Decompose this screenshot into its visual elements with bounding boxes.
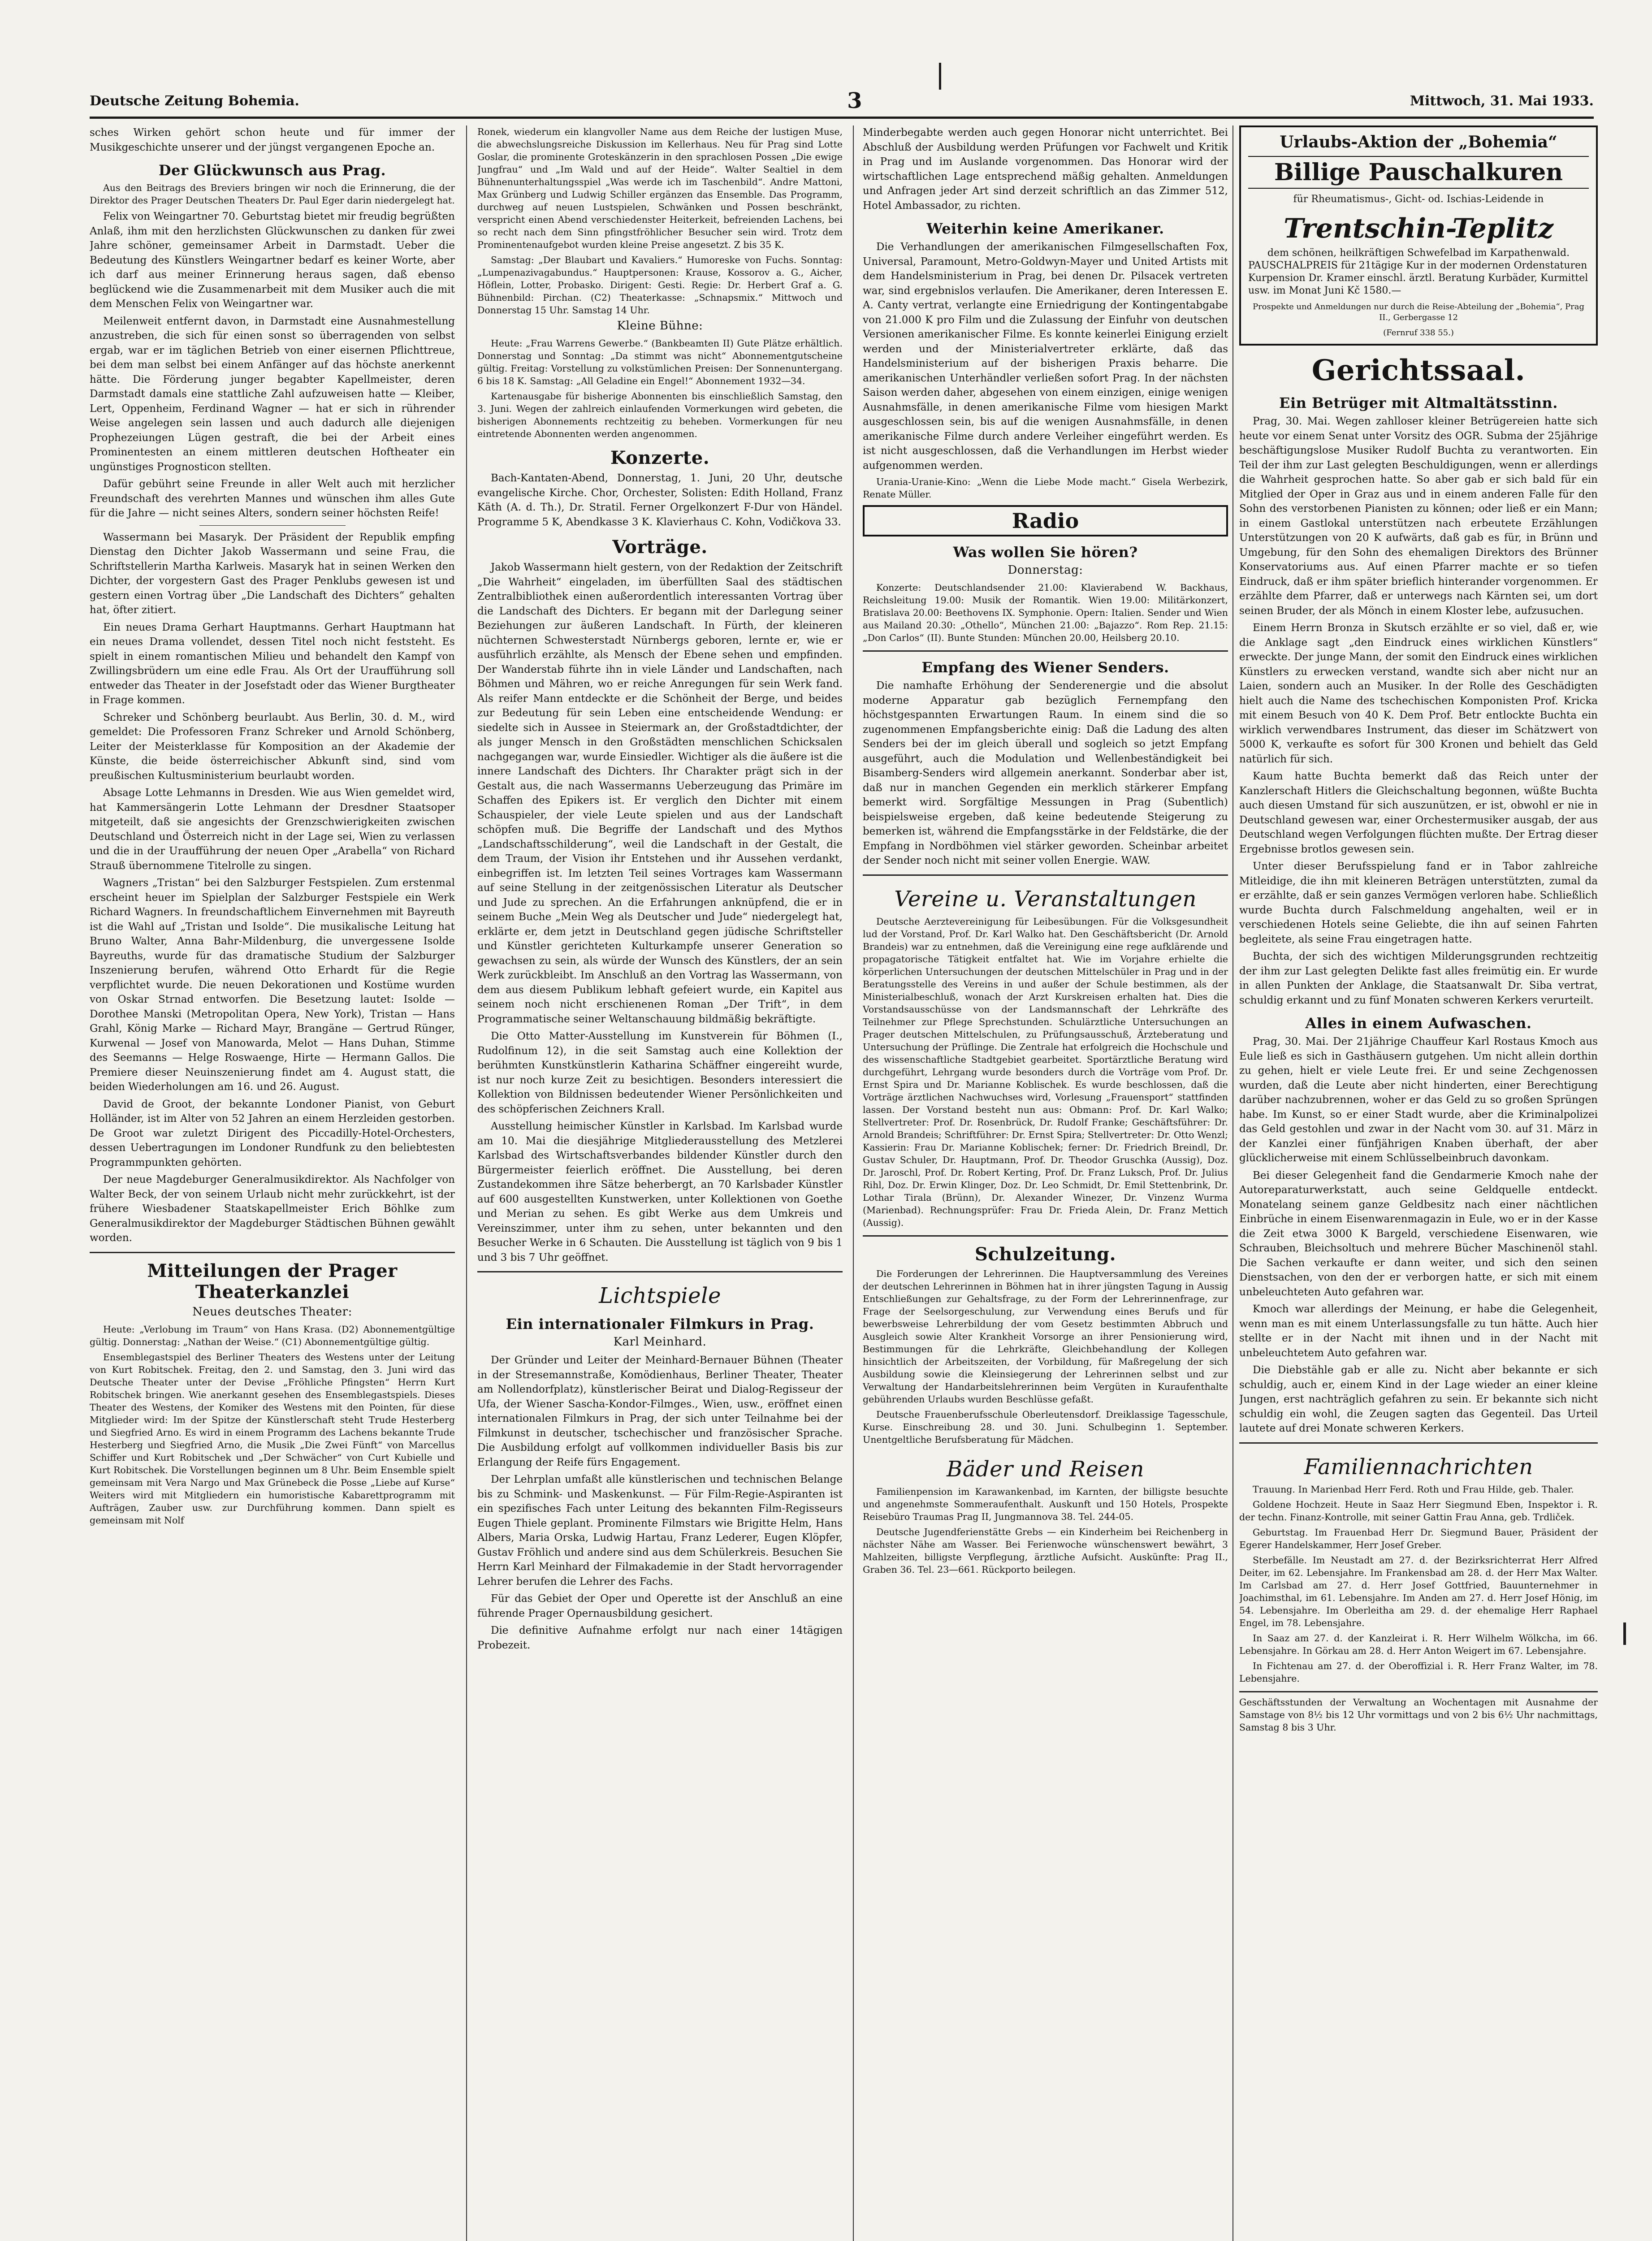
family-notice: Trauung. In Marienbad Herr Ferd. Roth und Frau Hilde, geb. Thaler. <box>1253 1484 1574 1495</box>
ad-resort-name: Trentschin-Teplitz <box>1284 213 1553 244</box>
section-headline: Mitteilungen der Prager Theaterkanzlei <box>147 1260 398 1302</box>
theater-notice: Samstag: „Der Blaubart und Kavaliers.“ Humoreske von Fuchs. Sonntag: „Lumpenazivagabundus.“ Hauptpersonen: Krause, Kossorov a. G., Aicher, Höflein, Lotter, Probasko. Dirigent: Gesti. Regie: Dr. Herbert Graf a. G. Bühnenbild: Pirchan. (C2) Theaterkasse: „Schnapsmix.“ Mittwoch und Donnerstag 15 Uhr. Samstag 14 Uhr. <box>477 255 843 316</box>
divider <box>199 525 346 526</box>
family-notice: In Fichtenau am 27. d. der Oberoffizial i. R. Herr Franz Walter, im 78. Lebensjahre. <box>1239 1660 1598 1684</box>
article-text: Kaum hatte Buchta bemerkt daß das Reich unter der Kanzlerschaft Hitlers die Gleichschaltung begonnen, wüßte Buchta auch diesen Umstand für sich auszunützen, er ist, obwohl er nie in Deutschland gewesen war, einer Orchestermusiker ausgab, der aus Deutschland wegen Verfolgungen flüchten mußte. Der Ertrag dieser Ergebnisse brotlos gewesen sein. <box>1239 770 1598 855</box>
section-headline: Lichtspiele <box>599 1283 721 1308</box>
article-text: Jakob Wassermann hielt gestern, von der Redaktion der Zeitschrift „Die Wahrheit“ eingeladen, im überfüllten Saal des städtischen Zentralbibliothek einen außerordentlich interessanten Vortrag über die Landschaft des Dichters. Er begann mit der Darlegung seiner Beziehungen zur äußeren Landschaft. In Fürth, der kleineren nüchternen Schwesterstadt Nürnbergs geboren, lernte er, wie er ausführlich erzählte, als Mensch der Ebene sehen und empfinden. Der Wanderstab führte ihn in viele Länder und Landschaften, nach Böhmen und Mähren, wo er reiche Anregungen für sein Werk fand. Als reifer Mann entdeckte er die Schönheit der Berge, und beides zur Bedeutung für sein Leben eine entscheidende Wendung: er siedelte sich in Aussee in Steiermark an, der Großstadtdichter, der als junger Mensch in den Großstädten menschlichen Schicksalen nachgegangen war, wurde Einsiedler. Wichtiger als die äußere ist die innere Landschaft des Dichters. Ihr Charakter prägt sich in der Gestalt aus, die nach Wassermanns Ueberzeugung das Primäre im Schaffen des Epikers ist. Er verglich den Dichter mit einem Schauspieler, der viele Leute spielen und aus der Landschaft schöpfen muß. Die Begriffe der Landschaft und des Mythos „Landschaftsschilderung“, weil die Landschaft in der Gestalt, die dem Traum, der Vision ihr Entstehen und ihr Aussehen verdankt, einbegriffen ist. Im letzten Teil seines Vortrages kam Wassermann auf seine Stellung in der zeitgenössischen Literatur als Deutscher und Jude zu sprechen. An die Erfahrungen anknüpfend, die er in seinem Buche „Mein Weg als Deutscher und Jude“ niedergelegt hat, erklärte er, dem jetzt in Deutschland gegen jüdische Schriftsteller und Künstler gerichteten Kulturkampfe unserer Generation so gewachsen zu sein, als würde der Wunsch des Künstlers, der an sein Werk zurückbleibt. Im Anschluß an den Vortrag las Wassermann, von dem aus diesem Publikum lebhaft gefeiert wurde, ein Kapitel aus seinem noch nicht erschienenen Roman „Der Trift“, in dem Programmatische seiner Weltanschauung bildmäßig bekräftigte. <box>477 562 843 1025</box>
article-text: Der Gründer und Leiter der Meinhard-Bernauer Bühnen (Theater in der Stresemannstraße, Komödienhaus, Berliner Theater, Theater am Nollendorfplatz), künstlerischer Beirat und Dialog-Regisseur der Ufa, der Wiener Sascha-Kondor-Filmges., Wien, usw., eröffnet einen internationalen Filmkurs in Prag, der sich unter Teilnahme bei der Filmkunst in deutscher, tschechischer und französischer Sprache. Die Ausbildung erfolgt auf vollkommen individueller Basis bis zur Erlangung der Reife fürs Engagement. <box>477 1354 843 1468</box>
family-notice: In Saaz am 27. d. der Kanzleirat i. R. Herr Wilhelm Wölkcha, im 66. Lebensjahre. In Görkau am 28. d. Herr Anton Weigert im 67. Lebensjahre. <box>1239 1632 1598 1656</box>
article-headline: Ein internationaler Filmkurs in Prag. <box>506 1315 814 1332</box>
family-notice: Goldene Hochzeit. Heute in Saaz Herr Siegmund Eben, Inspektor i. R. der techn. Finanz-Kontrolle, mit seiner Gattin Frau Anna, geb. Trdliček. <box>1239 1499 1598 1523</box>
article-text: Die Diebstähle gab er alle zu. Nicht aber bekannte er sich schuldig, auch er, einem Kind in der Lage wieder an einer kleine Jungen, erst nachträglich gefahren zu sein. Er bekannte sich nicht schuldig ein wohl, die Zeugen sagten das Gegenteil. Das Urteil lautete auf drei Monate schweren Kerkers. <box>1239 1364 1598 1434</box>
article-text: Meilenweit entfernt davon, in Darmstadt eine Ausnahmestellung anzustreben, die sich für einen sonst so überragenden von selbst ergab, war er im täglichen Betrieb von einer eisernen Pflichttreue, bei dem man selbst bei einem Anfänger auf das höchste anerkennt hätte. Die Förderung junger begabter Kapellmeister, deren Darmstadt damals eine stattliche Zahl aufzuweisen hatte — Kleiber, Lert, Oppenheim, Ferdinand Wagner — hat er sich in rührender Weise angelegen sein lassen und auch dadurch alle diejenigen Prophezeiungen Lügen gestraft, die bei der Arbeit eines Prominentesten an einem mittleren deutschen Hoftheater ein ungünstiges Prognosticon stellten. <box>90 315 455 473</box>
article-text: Dafür gebührt seine Freunde in aller Welt auch mit herzlicher Freundschaft des verehrten Mannes und wünschen ihm alles Gute für die Jahre — nicht seines Alters, sondern seiner höchsten Reife! <box>90 478 455 519</box>
article-text: Prag, 30. Mai. Wegen zahlloser kleiner Betrügereien hatte sich heute vor einem Senat unter Vorsitz des OGR. Subma der 25jährige beschäftigungslose Musiker Rudolf Buchta zu verantworten. Ein Teil der ihm zur Last gelegten Beschuldigungen, wenn er allerdings die Wahrheit gesprochen hatte. So aber gab er sich bald für ein Mitglied der Oper in Graz aus und in einem anderen Falle für den Sohn des verstorbenen Pianisten zu können; oder ließ er ein Mann; in einem Gastlokal unterstützen nach erbeutete Erzählungen Unterstützungen von 20 K aufwärts, daß gab es für, in Brünn und Umgebung, für den Sohn des ehemaligen Direktors des Brünner Konservatoriums aus. Auf einen Pfarrer machte er so tiefen Eindruck, daß er ihm später brieflich hinterander vorgenommen. Er erzählte dem Pfarrer, daß er unterwegs nach Kärnten sei, um dort seinen Bruder, der als Mönch in einem Kloster lebe, aufzusuchen. <box>1239 415 1598 617</box>
ad-title: Urlaubs-Aktion der „Bohemia“ <box>1280 133 1557 151</box>
article-text: Prag, 30. Mai. Der 21jährige Chauffeur Karl Rostaus Kmoch aus Eule ließ es sich in Gasthäusern gutgehen. Um nicht allein dorthin zu gehen, hielt er viele Leute frei. Er und seine Zechgenossen wurden, daß die Leute aber nicht hinderten, einer Berechtigung darüber nachzubrennen, woher er das Geld zu so großen Sprüngen habe. Im Kunst, so er einer Stadt wurde, aber die Kriminalpolizei das Geld gestohlen und zwar in der Nacht vom 30. auf 31. März in der Kanzlei einer fünfjährigen Knaben überhaft, der aber glücklicherweise mit einem Schlüsselbeinbruch davonkam. <box>1239 1036 1598 1164</box>
divider <box>1239 1442 1598 1444</box>
article-headline: Ein Betrüger mit Altmaltätsstinn. <box>1279 394 1558 411</box>
theater-notice: Ronek, wiederum ein klangvoller Name aus dem Reiche der lustigen Muse, die abwechslungsreiche Diskussion im Kellerhaus. Neu für Prag sind Lotte Goslar, die prominente Groteskänzerin in den sprachlosen Possen „Die ewige Jungfrau“ und „Im Wald und auf der Heide“. Walter Sealtiel in dem Bühnenunterhaltungsspiel „Was werde ich im Taschenbild“. Andre Mattoni, Max Grünberg und Ludwig Schiller ergänzen das Ensemble. Das Programm, durchweg auf neuen Lustspielen, Schwänken und Possen beschränkt, verspricht einen Abend verschiedenster Heiterkeit, befreienden Lachens, bei so recht nach dem Sinn pfingstfröhlicher Besucher sein wird. Trotz dem Prominentenaufgebot wurden kleine Preise angesetzt. Z bis 35 K. <box>477 126 843 250</box>
office-hours: Geschäftsstunden der Verwaltung an Wochentagen mit Ausnahme der Samstage von 8½ bis 12 Uhr vormittags und von 2 bis 6½ Uhr nachmittags, Samstag 8 bis 3 Uhr. <box>1239 1696 1598 1733</box>
travel-ad: Deutsche Jugendferienstätte Grebs — ein Kinderheim bei Reichenberg in nächster Nähe am Wasser. Bei Ferienwoche wünschenswert bewährt, 3 Mahlzeiten, billigste Verpflegung, ärztliche Aufsicht. Auskünfte: Prag II., Graben 36. Tel. 23—661. Rückporto beilegen. <box>863 1526 1228 1575</box>
article-lead: Aus den Beitrags des Breviers bringen wir noch die Erinnerung, die der Direktor des Prager Deutschen Theaters Dr. Paul Eger darin niedergelegt hat. <box>90 182 455 206</box>
article-text: Die namhafte Erhöhung der Senderenergie und die absolut moderne Apparatur gab bezüglich Fernempfang den höchstgespannten Erwartungen Raum. In einem sind die so zugenommenen Empfangsberichte einig: Daß die Ladung des alten Senders bei der im gleich überall und sogleich so jetzt Empfang ausgeführt, auch die Modulation und Wellenbeständigkeit bei Bisamberg-Senders wird allgemein anerkannt. Sonderbar aber ist, daß nur in manchen Gegenden ein merklich stärkerer Empfang bemerkt wird. Sorgfältige Messungen in Prag (Subentlich) beispielsweise ergeben, daß keine bedeutende Steigerung zu bemerken ist, während die Empfangsstärke in der Feldstärke, die der Empfang in Nordböhmen viel stärker geworden. Scheinbar arbeitet der Sender noch nicht mit seiner vollen Energie. WAW. <box>863 680 1228 866</box>
article-text: Der Lehrplan umfaßt alle künstlerischen und technischen Belange bis zu Schmink- und Maskenkunst. — Für Film-Regie-Aspiranten ist ein spezifisches Fach unter Leitung des bekannten Film-Regisseurs Eugen Thiele geplant. Prominente Filmstars wie Brigitte Helm, Hans Albers, Maria Orska, Ludwig Hartau, Franz Lederer, Eugen Klöpfer, Gustav Fröhlich und andere sind aus dem Schülerkreis. Besuchen Sie Herrn Karl Meinhard der Filmakademie in der Stadt hervorragender Lehrer berufen die Lehrer des Fachs. <box>477 1474 843 1588</box>
section-headline: Bäder und Reisen <box>947 1456 1144 1482</box>
ad-price: PAUSCHALPREIS für 21tägige Kur in der modernen Ordenstaturen Kurpension Dr. Kramer einschl. ärztl. Beratung Kurbäder, Kurmittel usw. im Monat Juni Kč 1580.— <box>1248 260 1588 296</box>
ad-banner: Billige Pauschalkuren <box>1248 156 1589 189</box>
section-headline: Radio <box>863 505 1228 536</box>
cinema-notice: Urania-Uranie-Kino: „Wenn die Liebe Mode macht.“ Gisela Werbezirk, Renate Müller. <box>863 476 1228 500</box>
news-item: Die Otto Matter-Ausstellung im Kunstverein für Böhmen (I., Rudolfinum 12), in die seit Samstag auch eine Kollektion der berühmten Kunstkünstlerin Katharina Schäffner eingereiht wurde, ist nur noch kurze Zeit zu besichtigen. Besonders interessiert die Kollektion von Bildnissen bedeutender Wiener Persönlichkeiten und des schöpferischen Zeichners Krall. <box>477 1030 843 1115</box>
section-headline: Vereine u. Veranstaltungen <box>894 886 1197 912</box>
article-headline: Was wollen Sie hören? <box>953 544 1138 561</box>
section-subhead: Kleine Bühne: <box>617 319 703 333</box>
section-headline: Gerichtssaal. <box>1311 354 1526 387</box>
section-headline: Schulzeitung. <box>975 1243 1116 1265</box>
section-headline: Konzerte. <box>610 447 710 468</box>
article-text: Minderbegabte werden auch gegen Honorar nicht unterrichtet. Bei Abschluß der Ausbildung werden Prüfungen vor Fachwelt und Kritik in Prag und im Auslande vorgenommen. Das Honorar wird der wirtschaftlichen Lage entsprechend mäßig gehalten. Anmeldungen und Anfragen jeder Art sind derzeit schriftlich an das Zimmer 512, Hotel Ambassador, zu richten. <box>863 127 1228 212</box>
article-text: Die definitive Aufnahme erfolgt nur nach einer 14tägigen Probezeit. <box>477 1625 843 1651</box>
ad-phone: (Fernruf 338 55.) <box>1383 328 1454 337</box>
article-text: Buchta, der sich des wichtigen Milderungsgrunden rechtzeitig der ihm zur Last gelegten Delikte fast alles freimütig ein. Er wurde in allen Punkten der Anklage, die Staatsanwalt Dr. Siba vertrat, schuldig erkannt und zu fünf Monaten schweren Kerkers verurteilt. <box>1239 951 1598 1006</box>
theater-notice: Heute: „Frau Warrens Gewerbe.“ (Bankbeamten II) Gute Plätze erhältlich. Donnerstag und Sonntag: „Da stimmt was nicht“ Abonnementgutscheine gültig. Freitag: Vorstellung zu volkstümlichen Preisen: Der Sonnenuntergang. 6 bis 18 K. Samstag: „All Geladine ein Engel!“ Abonnement 1932—34. <box>477 338 843 386</box>
article-text: sches Wirken gehört schon heute und für immer der Musikgeschichte unserer und der jüngst vergangenen Epoche an. <box>90 127 455 153</box>
news-item: Der neue Magdeburger Generalmusikdirektor. Als Nachfolger von Walter Beck, der von seinem Urlaub nicht mehr zurückkehrt, ist der frühere Wiesbadener Staatskapellmeister Erich Böhlke zum Generalmusikdirektor der Magdeburger Städtischen Bühnen gewählt worden. <box>90 1174 455 1244</box>
divider <box>477 1271 843 1272</box>
article-text: Die Forderungen der Lehrerinnen. Die Hauptversammlung des Vereines der deutschen Lehrerinnen in Böhmen hat in ihrer jüngsten Tagung in Aussig Entschließungen zur Gehaltsfrage, zu der Form der Lehrerinnenfrage, zur Frage der Seelsorgeschulung, zur Verwendung eines Berufs und für bewerbsweise Lehrerbildung der vom Gesetz bestimmten Abbruch und Ausgleich sowie Alter Krankheit Vorsorge an ihrer Pensionierung wird, Bestimmungen für die Lehrkräfte, Gleichbehandlung der Kollegen hinsichtlich der Arbeitszeiten, der Vorbildung, für Maßregelung der sich Ausbildung sowie die Kleinsiegerung der Lehrerinnen selbst und zur Verwaltung der Handarbeitslehrerinnen beim Vergüten in Kuraufenthalte gebührenden Urlaubs wurden Beschlüsse gefaßt. <box>863 1268 1228 1405</box>
article-text: Bei dieser Gelegenheit fand die Gendarmerie Kmoch nahe der Autoreparaturwerkstatt, auch seine Geldquelle entdeckt. Monatelang seinem ganze Geldbesitz nach einer nächtlichen Einbrüche in einem Eisenwarenmagazin in Eule, wo er in der Kasse die Zeit etwa 3000 K Bargeld, verschiedene Eisenwaren, wie Schrauben, Bleichsoltuch und mehrere Bücher Maschinenöl stahl. Die Sachen verkaufte er dann weiter, und sich den seinen Dienstsachen, von den der er verborgen hatte, er sich mit einem unbeleuchteten Auto gefahren war. <box>1239 1169 1598 1298</box>
column-2 <box>477 125 843 2241</box>
ad-text: dem schönen, heilkräftigen Schwefelbad im Karpathenwald. <box>1267 247 1570 259</box>
news-item: Wassermann bei Masaryk. Der Präsident der Republik empfing Dienstag den Dichter Jakob Wassermann und seine Frau, die Schriftstellerin Martha Karlweis. Masaryk hat in seinen Werken den Dichter, der vorgestern Gast des Prager Penklubs gewesen ist und gestern einen Vortrag über „Die Landschaft des Dichters“ gehalten hat, öfter zitiert. <box>90 531 455 616</box>
running-header <box>90 85 1594 119</box>
column-3 <box>863 125 1228 2241</box>
article-text: Für das Gebiet der Oper und Operette ist der Anschluß an eine führende Prager Opernausbildung gesichert. <box>477 1593 843 1619</box>
section-headline: Vorträge. <box>612 536 708 558</box>
news-item: Ausstellung heimischer Künstler in Karlsbad. Im Karlsbad wurde am 10. Mai die diesjährige Mitgliederausstellung des Metzlerei Karlsbad des Wirtschaftsverbandes bildender Künstler durch den Bürgermeister feierlich eröffnet. Die Ausstellung, bei deren Zustandekommen ihre Sätze beherbergt, an 70 Karlsbader Künstler auf 600 ausgestellten Kunstwerken, unter Kollektionen von Goethe und Merian zu sehen. Es gibt Werke aus dem Umkreis und Vereinszimmer, unter ihm zu sehen, unter bekannten und den Besucher Werke in 6 Schauten. Die Ausstellung ist täglich von 9 bis 1 und 3 bis 7 Uhr geöffnet. <box>477 1120 843 1263</box>
news-item: Ein neues Drama Gerhart Hauptmanns. Gerhart Hauptmann hat ein neues Drama vollendet, dessen Titel noch nicht feststeht. Es spielt in einem romantischen Milieu und behandelt den Kampf von Zwillingsbrüdern um eine edle Frau. Als Ort der Uraufführung soll entweder das Theater in der Josefstadt oder das Wiener Burgtheater in Frage kommen. <box>90 621 455 706</box>
page-number: 3 <box>847 88 862 113</box>
article-byline: Karl Meinhard. <box>613 1335 707 1349</box>
paper-name: Deutsche Zeitung Bohemia. <box>90 93 299 109</box>
family-notice: Geburtstag. Im Frauenbad Herr Dr. Siegmund Bauer, Präsident der Egerer Handelskammer, Herr Josef Greber. <box>1239 1527 1598 1550</box>
ad-text: für Rheumatismus-, Gicht- od. Ischias-Leidende in <box>1293 194 1544 205</box>
ad-contact: Prospekte und Anmeldungen nur durch die Reise-Abteilung der „Bohemia“, Prag II., Gerbergasse 12 <box>1252 302 1585 322</box>
article-text: Unter dieser Berufsspielung fand er in Tabor zahlreiche Mitleidige, die ihn mit kleineren Beträgen unterstützten, zumal da er erzählte, daß er sein ganzes Vermögen verloren habe. Schließlich wurde Buchta durch Falschmeldung angehalten, weil er in verschiedenen Hotels seine Geliebte, die ihn auf seinen Fahrten begleitete, als seine Frau eingetragen hatte. <box>1239 861 1598 945</box>
article-text: Einem Herrn Bronza in Skutsch erzählte er so viel, daß er, wie die Anklage sagt „den Eindruck eines wirklichen Künstlers“ erweckte. Der junge Mann, der somit den Eindruck eines wirklichen Künstlers zu erwecken verstand, wandte sich aber nicht nur an Laien, sondern auch an Musiker. In der Rolle des Geschädigten hielt auch die Name des tschechischen Komponisten Prof. Kricka mit einem Besuch von 40 K. Dem Prof. Betr entlockte Buchta ein wirklich verwendbares Instrument, das dieser im Schätzwert von 5000 K, verkaufte es sofort für 300 Kronen und behielt das Geld natürlich für sich. <box>1239 622 1598 765</box>
article-text: Die Verhandlungen der amerikanischen Filmgesellschaften Fox, Universal, Paramount, Metro-Goldwyn-Mayer und United Artists mit dem Handelsministerium in Prag, bei denen Dr. Pilsacek vertreten war, sind ergebnislos verlaufen. Die Amerikaner, deren Interessen E. A. Canty vertrat, verlangte eine Erniedrigung der Kontingentabgabe von 21.000 K pro Film und die Zulassung der Einfuhr von deutschen Versionen amerikanischer Filme. Es konnte keinerlei Einigung erzielt werden und der Ministerialvertreter erklärte, daß das Handelsministerium auf der bisherigen Praxis beharre. Die amerikanischen Unterhändler verließen sofort Prag. In der nächsten Saison werden daher, abgesehen von einem einzigen, einige wenigen Ausnahmsfälle, in denen amerikanische Filme vom hiesigen Markt ausgeschlossen sein, bis auf die wenigen Ausnahmsfälle, in denen amerikanische Filme durch andere Verleiher eingeführt werden. Es ist nicht ausgeschlossen, daß die Verhandlungen im Herbst wieder aufgenommen werden. <box>863 241 1228 472</box>
divider <box>863 1235 1228 1237</box>
article-headline: Empfang des Wiener Senders. <box>921 659 1169 676</box>
theater-notice: Ensemblegastspiel des Berliner Theaters des Westens unter der Leitung von Kurt Robitschek. Freitag, den 2. und Samstag, den 3. Juni wird das Deutsche Theater unter der Devise „Fröhliche Pfingsten“ Herrn Kurt Robitschek bringen. Wie anerkannt gesehen des Ensemblegastspiels. Dieses Theater des Westens, der Komiker des Westens mit den Pointen, für diese Mitglieder wird: Im der Spitze der Künstlerschaft steht Trude Hesterberg und Siegfried Arno. Es wird in einem Programm des Lachens bekannte Trude Hesterberg und Siegfried Arno, die Musik „Die Zwei Fünft“ von Marcellus Schiffer und Kurt Robitschek und „Der Schwächer“ von Curt Kubielle und Kurt Robitschek. Die Vorstellungen beginnen um 8 Uhr. Beim Ensemble spielt gemeinsam mit Vera Nargo und Max Grünebeck die Posse „Liebe auf Kurse“ Weiters wird mit Mitgliedern ein humoristische Kabarettprogramm mit Aufträgen, Zauber usw. zur Durchführung kommen. Dann spielt es gemeinsam mit Nolf <box>90 1351 455 1526</box>
theater-notice: Heute: „Verlobung im Traum“ von Hans Krasa. (D2) Abonnementgültige gültig. Donnerstag: „Nathan der Weise.“ (C1) Abonnementgültige gültig. <box>90 1324 455 1347</box>
news-item: David de Groot, der bekannte Londoner Pianist, von Geburt Holländer, ist im Alter von 52 Jahren an einem Herzleiden gestorben. De Groot war zuletzt Dirigent des Piccadilly-Hotel-Orchesters, dessen Uebertragungen im Londoner Rundfunk zu den beliebtesten Programmpunkten gehörten. <box>90 1098 455 1168</box>
column-rule <box>853 125 854 2241</box>
section-headline: Familiennachrichten <box>1304 1454 1533 1480</box>
scan-mark <box>1623 1622 1626 1645</box>
column-4 <box>1239 125 1598 2241</box>
article-text: Deutsche Aerztevereinigung für Leibesübungen. Für die Volksgesundheit lud der Vorstand, Prof. Dr. Karl Walko hat. Den Geschäftsbericht (Dr. Arnold Brandeis) war zu entnehmen, daß die Vereinigung eine rege aufklärende und propagatorische Tätigkeit entfaltet hat. Wie im Vorjahre erhielte die körperlichen Untersuchungen der deutschen Mittelschüler in Prag und in der Beratungsstelle des Vereins in und außer der Schule bestimmen, als der Ministerialbeschluß, wonach der Arzt Kurskreisen erhalten hat. Dies die Vorstandsausschüsse von der Landsmannschaft der Lehrkräfte des Teilnehmer zur Pflege Sprechstunden. Schulärztliche Untersuchungen an Prager deutschen Mittelschulen, zu Prüfungsausschuß, Ärzteberatung und Untersuchung der Prüflinge. Die Zentrale hat erfolgreich die Hochschule und des wissenschaftliche Stadtgebiet gearbeitet. Sportärztliche Beratung wird durchgeführt, Lehrgang wurde besonders durch die Vorträge vom Prof. Dr. Ernst Spira und Dr. Marianne Koblischek. Es wurde beschlossen, daß die Vorträge ärztlichen Nachwuchses wird, Vorlesung „Frauensport“ stattfinden lassen. Der Vorstand besteht nun aus: Obmann: Prof. Dr. Karl Walko; Stellvertreter: Prof. Dr. Rosenbrück, Dr. Rudolf Franke; Geschäftsführer: Dr. Arnold Brandeis; Schriftführer: Dr. Ernst Spira; Stellvertreter: Dr. Otto Wenzl; Kassierin: Frau Dr. Marianne Koblischek; ferner: Dr. Friedrich Breindl, Dr. Gustav Schuler, Dr. Hauptmann, Prof. Dr. Theodor Gruschka (Aussig), Doz. Dr. Jaroschl, Prof. Dr. Robert Kerting, Prof. Dr. Franz Luksch, Prof. Dr. Julius Rihl, Doz. Dr. Erwin Klinger, Doz. Dr. Leo Schmidt, Dr. Emil Stettenbrink, Dr. Lothar Tirala (Brünn), Dr. Alexander Winezer, Dr. Vinzenz Wurma (Marienbad). Rechnungsprüfer: Frau Dr. Frieda Alein, Dr. Franz Mettich (Aussig). <box>863 916 1228 1228</box>
article-text: Deutsche Frauenberufsschule Oberleutensdorf. Dreiklassige Tagesschule, Kurse. Einschreibung 28. und 30. Juni. Schulbeginn 1. September. Unentgeltliche Berufsberatung für Mädchen. <box>863 1409 1228 1445</box>
issue-date: Mittwoch, 31. Mai 1933. <box>1410 93 1594 109</box>
column-1 <box>90 125 455 2241</box>
section-subhead: Neues deutsches Theater: <box>192 1305 352 1319</box>
divider <box>90 1252 455 1253</box>
article-headline: Alles in einem Aufwaschen. <box>1305 1015 1532 1032</box>
travel-ad: Familienpension im Karawankenbad, im Karnten, der billigste besuchte und angenehmste Sommeraufenthalt. Auskunft und 150 Hotels, Prospekte Reisebüro Traumas Prag II, Jungmannova 38. Tel. 244-05. <box>863 1486 1228 1522</box>
scan-mark <box>939 63 941 90</box>
article-text: Felix von Weingartner 70. Geburtstag bietet mir freudig begrüßten Anlaß, ihm mit den herzlichsten Glückwunschen zu danken für zwei Jahre schöner, gemeinsamer Arbeit in Darmstadt. Ueber die Bedeutung des Künstlers Weingartner bedarf es keiner Worte, aber ich darf aus meiner Erinnerung heraus sagen, daß ebenso beglückend wie die Zusammenarbeit mit dem Musiker auch die mit dem Menschen Felix von Weingartner war. <box>90 211 455 310</box>
divider <box>863 650 1228 652</box>
divider <box>863 874 1228 876</box>
section-subhead: Donnerstag: <box>1008 563 1083 577</box>
radio-program: Konzerte: Deutschlandsender 21.00: Klavierabend W. Backhaus, Reichsleitung 19.00: Musik der Romantik. Wien 19.00: Militärkonzert, Bratislava 20.00: Beethovens IX. Symphonie. Opern: Italien. Sender und Wien aus Mailand 20.30: „Othello“, München 21.00: „Bajazzo“. Rom Rep. 21.15: „Don Carlos“ (II). Bunte Stunden: München 20.00, Heilsberg 20.10. <box>863 582 1228 643</box>
article-text: Kmoch war allerdings der Meinung, er habe die Gelegenheit, wenn man es mit einem Unterlassungsfalle zu tun hätte. Auch hier stellte er in der Nacht mit ihnen und in der Nacht mit unbeleuchtetem Auto gefahren war. <box>1239 1303 1598 1359</box>
news-item: Absage Lotte Lehmanns in Dresden. Wie aus Wien gemeldet wird, hat Kammersängerin Lotte Lehmann der Dresdner Staatsoper mitgeteilt, daß sie angesichts der Grenzschwierigkeiten zwischen Deutschland und Österreich nicht in der Lage sei, Wien zu verlassen und die in der Uraufführung der neuen Oper „Arabella“ von Richard Strauß übernommene Titelrolle zu singen. <box>90 787 455 872</box>
theater-notice: Kartenausgabe für bisherige Abonnenten bis einschließlich Samstag, den 3. Juni. Wegen der zahlreich einlaufenden Vormerkungen wird gebeten, die bisherigen Abonnements rechtzeitig zu beheben. Vormerkungen für neu eintretende Abonnenten werden angenommen. <box>477 391 843 439</box>
article-headline: Weiterhin keine Amerikaner. <box>926 220 1164 237</box>
news-item: Schreker und Schönberg beurlaubt. Aus Berlin, 30. d. M., wird gemeldet: Die Professoren Franz Schreker und Arnold Schönberg, Leiter der Meisterklasse für Komposition an der Akademie der Künste, die beide österreichischer Abkunft sind, sind vom preußischen Kultusministerium beurlaubt worden. <box>90 711 455 782</box>
article-headline: Der Glückwunsch aus Prag. <box>158 162 386 179</box>
news-item: Wagners „Tristan“ bei den Salzburger Festspielen. Zum erstenmal erscheint heuer im Spielplan der Salzburger Festspiele ein Werk Richard Wagners. In freundschaftlichem Einvernehmen mit Bayreuth ist die Wahl auf „Tristan und Isolde“. Die musikalische Leitung hat Bruno Walter, Anna Bahr-Mildenburg, die unvergessene Isolde Bayreuths, wurde für das dramatische Studium der Salzburger Inszenierung berufen, während Otto Erhardt für die Regie verpflichtet wurde. Die neuen Dekorationen und Kostüme wurden von Oskar Strnad entworfen. Die Besetzung lautet: Isolde — Dorothee Manski (Metropolitan Opera, New York), Tristan — Hans Grahl, König Marke — Richard Mayr, Brangäne — Gertrud Rünger, Kurwenal — Josef von Manowarda, Melot — Hans Duhan, Stimme des Seemanns — Helge Roswaenge, Hirte — Hermann Gallos. Die Premiere dieser Neuinszenierung findet am 4. August statt, die beiden Wiederholungen am 16. und 26. August. <box>90 877 455 1093</box>
column-rule <box>466 125 467 2241</box>
divider <box>1239 1691 1598 1692</box>
advertisement-box <box>1239 125 1598 346</box>
family-notice: Sterbefälle. Im Neustadt am 27. d. der Bezirksrichterrat Herr Alfred Deiter, im 62. Lebensjahre. Im Frankensbad am 28. d. der Herr Max Walter. Im Carlsbad am 27. d. Herr Josef Gottfried, Bauunternehmer in Joachimsthal, im 61. Lebensjahre. Im Anden am 27. d. Herr Josef Hönig, im 54. Lebensjahre. Im Oberleitha am 29. d. der ehemalige Herr Raphael Engel, im 78. Lebensjahre. <box>1239 1554 1598 1628</box>
concert-notice: Bach-Kantaten-Abend, Donnerstag, 1. Juni, 20 Uhr, deutsche evangelische Kirche. Chor, Orchester, Solisten: Edith Holland, Franz Käth (A. d. Th.), Dr. Stratil. Ferner Orgelkonzert F-Dur von Händel. Programme 5 K, Abendkasse 3 K. Klavierhaus C. Kohn, Vodičkova 33. <box>477 472 843 528</box>
